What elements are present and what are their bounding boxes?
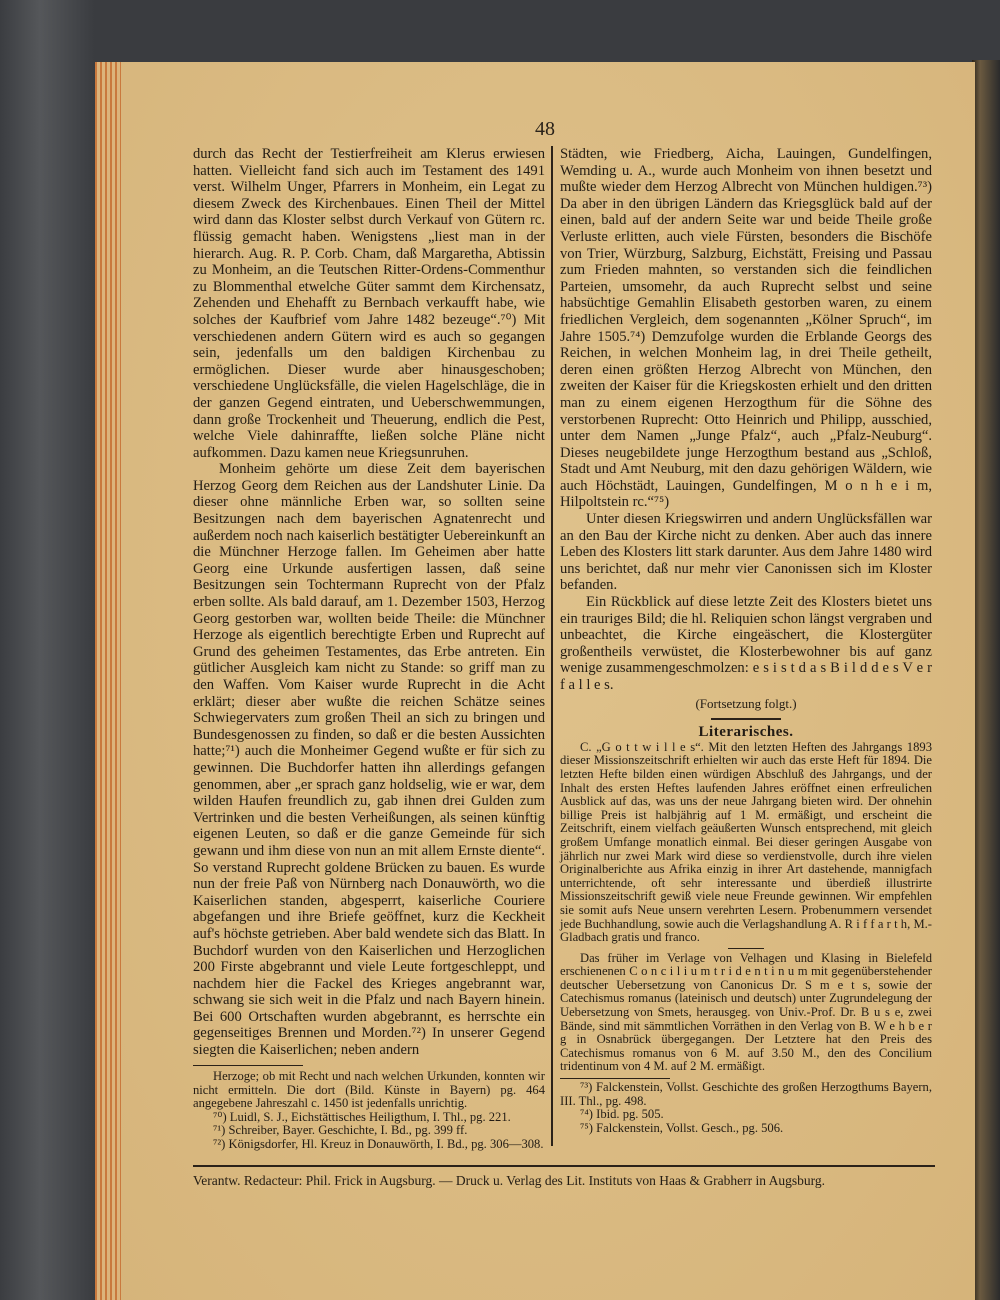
footnote: Herzoge; ob mit Recht und nach welchen Urkunden, konnten wir nicht ermitteln. Die dort (Bild. Künste in Bayern) pg. 464 angegebene Jahreszahl c. 1450 ist jedenfalls unrichtig. (193, 1069, 545, 1111)
footnote: ⁷²) Königsdorfer, Hl. Kreuz in Donauwörth, I. Bd., pg. 306—308. (213, 1136, 544, 1151)
footnote-divider (193, 1065, 303, 1066)
section-divider (711, 718, 781, 720)
paragraph: Unter diesen Kriegswirren und andern Unglücksfällen war an den Bau der Kirche nicht zu denken. Aber auch das innere Leben des Klosters litt stark darunter. Aus dem Jahre 1480 wird uns berichtet, daß nur mehr vier Canonissen sich im Kloster befanden. (560, 511, 932, 594)
footnote: ⁷³) Falckenstein, Vollst. Geschichte des großen Herzogthums Bayern, III. Thl., pg. 498. (560, 1080, 932, 1108)
paragraph: C. „G o t t w i l l e s“. Mit den letzten Heften des Jahrgangs 1893 dieser Missionszeitschrift erhielten wir auch das erste Heft für 1894. Die letzten Hefte bilden einen würdigen Abschluß des Jahrgangs, und der Inhalt des ersten Heftes laufenden Jahres eröffnet einen erfreulichen Ausblick auf das, was uns der neue Jahrgang bieten wird. Der ohnehin billige Preis ist halbjährig auf 1 M. ermäßigt, und erscheint die Zeitschrift, einem vielfach geäußerten Wunsch entsprechend, mit gleich großem Umfange monatlich einmal. Bei dieser geringen Ausgabe von jährlich nur zwei Mark wird diese so verdienstvolle, durch ihre vielen Originalberichte aus Afrika einzig in ihrer Art dastehende, mannigfach unterrichtende, oft sehr interessante und überdieß illustrirte Missionszeitschrift gewiß viele neue Freunde gewinnen. Wir empfehlen sie somit aufs Neue unsern verehrten Lesern. Probenummern versendet jede Buchhandlung, sowie auch die Verlagshandlung A. R i f f a r t h, M.-Gladbach gratis und franco. (560, 739, 932, 945)
left-column-text (193, 146, 545, 1059)
right-column-text (560, 146, 932, 1135)
right-footnotes (560, 1081, 932, 1135)
footnote: ⁷⁴) Ibid. pg. 505. (580, 1107, 664, 1122)
left-footnotes (193, 1070, 545, 1152)
paragraph: durch das Recht der Testierfreiheit am Klerus erwiesen hatten. Vielleicht fand sich auch im Testament des 1491 verst. Wilhelm Unger, Pfarrers in Monheim, ein Legat zu diesem Zweck des Kirchenbaues. Einen Theil der Mittel wird dann das Kloster selbst durch Verkauf von Gütern rc. flüssig gemacht haben. Wenigstens „liest man in der hierarch. Aug. R. P. Corb. Cham, daß Margaretha, Abtissin zu Monheim, an die Teutschen Ritter-Ordens-Commenthur zu Blommenthal etwelche Güter sammt dem Kirchensatz, Zehenden und Ehehafft zu Bernbach verkaufft habe, wie solches der Kaufbrief vom Jahre 1482 bezeuge“.⁷⁰) Mit verschiedenen andern Gütern wird es auch so gegangen sein, jedenfalls um den baldigen Kirchenbau zu ermöglichen. Dieser wurde aber hinausgeschoben; verschiedene Unglücksfälle, die vielen Hagelschläge, die in der ganzen Gegend eintraten, und Ueberschwemmungen, dann große Trockenheit und Theuerung, endlich die Pest, welche Viele dahinraffte, ließen solche Pläne nicht aufkommen. Dazu kamen neue Kriegsunruhen. (193, 146, 545, 461)
page (95, 62, 975, 1300)
footer-rule (193, 1165, 935, 1167)
literature-section (560, 741, 932, 1074)
paragraph: Das früher im Verlage von Velhagen und Klasing in Bielefeld erschienenen C o n c i l i u m t r i d e n t i n u m mit gegenüberstehender deutscher Uebersetzung von Canonicus Dr. S m e t s, sowie der Catechismus romanus (lateinisch und deutsch) unter Zugrundelegung der Uebersetzung von Smets, herausgeg. von Univ.-Prof. Dr. B u s e, zwei Bände, sind mit sämmtlichen Vorräthen in den Verlag von B. W e h b e r g in Osnabrück übergegangen. Der Letztere hat den Preis des Catechismus romanus von 6 M. auf 3.50 M., den des Concilium tridentinum von 4 M. auf 2 M. ermäßigt. (560, 950, 932, 1074)
paragraph: Monheim gehörte um diese Zeit dem bayerischen Herzog Georg dem Reichen aus der Landshuter Linie. Da dieser ohne männliche Erben war, so sollten seine Besitzungen nach dem bayerischen Agnatenrecht und außerdem noch nach kaiserlich bestätigter Uebereinkunft an die Münchner Herzoge fallen. Im Geheimen aber hatte Georg eine Urkunde ausfertigen lassen, daß seine Besitzungen sein Tochtermann Ruprecht von der Pfalz erben sollte. Als bald darauf, am 1. Dezember 1503, Herzog Georg gestorben war, wollten beide Theile: die Münchner Herzoge als eigentlich berechtigte Erben und Ruprecht auf Grund des geheimen Testamentes, das Erbe antreten. Ein gütlicher Ausgleich kam nicht zu Stande: so griff man zu den Waffen. Vom Kaiser wurde Ruprecht in die Acht erklärt; dieser aber wußte die reichen Schätze seines Schwiegervaters zum großen Theil an sich zu bringen und Bundesgenossen zu finden, so daß er die besten Aussichten hatte;⁷¹) auch die Monheimer Gegend wußte er für sich zu gewinnen. Die Buchdorfer hatten ihn allerdings gefangen genommen, aber „er sprach ganz holdselig, wie er war, dem wilden Haufen freundlich zu, gab ihnen drei Gulden zum Vertrinken und die besten Verheißungen, als seinen künftig eigenen Leuten, so daß er die ganze Gemeinde für sich gewann und ihm diese von nun an mit allem Ernste diente“. So verstand Ruprecht goldene Brücken zu bauen. Es wurde nun der freie Paß von Nürnberg nach Donauwörth, wo die Kaiserlichen standen, abgesperrt, kaiserliche Couriere abgefangen und ihre Briefe geöffnet, kurz die Keckheit auf's höchste getrieben. Aber bald wendete sich das Blatt. In Buchdorf wurden von den Kaiserlichen und Herzoglichen 200 Firste abgebrannt und viele Leute fortgeschleppt, und nachdem hier die Fackel des Krieges angebrannt war, schwang sie sich weit in die Pfalz und nach Bayern hinein. Bei 600 Ortschaften wurden abgebrannt, es herrschte ein gegenseitiges Brennen und Morden.⁷²) In unserer Gegend siegten die Kaiserlichen; neben andern (193, 461, 545, 1059)
page-number: 48 (535, 118, 555, 140)
paragraph: Ein Rückblick auf diese letzte Zeit des Klosters bietet uns ein trauriges Bild; die hl. Reliquien schon längst vergraben und unbeachtet, die Kirche eingeäschert, die Klostergüter großentheils verwüstet, die Klosterbewohner bis auf ganz wenige zusammengeschmolzen: e s i s t d a s B i l d d e s V e r f a l l e s. (560, 594, 932, 693)
paragraph: Städten, wie Friedberg, Aicha, Lauingen, Gundelfingen, Wemding u. A., wurde auch Monheim von ihnen besetzt und mußte wieder dem Herzog Albrecht von München huldigen.⁷³) Da aber in den übrigen Ländern das Kriegsglück bald auf der einen, bald auf der andern Seite war und beide Theile große Verluste erlitten, auch viele Fürsten, besonders die Bischöfe von Trier, Würzburg, Salzburg, Eichstätt, Freising und Passau zum Frieden mahnten, so verstanden sich die feindlichen Parteien, umsomehr, da auch Ruprecht selbst und seine habsüchtige Gemahlin Elisabeth gestorben waren, zu einem friedlichen Vergleich, dem sogenannten „Kölner Spruch“, im Jahre 1505.⁷⁴) Demzufolge wurden die Erblande Georgs des Reichen, in welchen Monheim lag, in drei Theile getheilt, deren einen größten Herzog Albrecht von München, den zweiten der Kaiser für die Kriegskosten erhielt und den dritten man zu einem eigenen Herzogthum für die Söhne des verstorbenen Ruprecht: Otto Heinrich und Philipp, ausschied, unter dem Namen „Junge Pfalz“, auch „Pfalz-Neuburg“. Dieses neugebildete junge Herzogthum bestand aus „Schloß, Stadt und Amt Neuburg, mit den dazu gehörigen Wäldern, wie auch Höchstädt, Lauingen, Gundelfingen, M o n h e i m, Hilpoltstein rc.“⁷⁵) (560, 146, 932, 511)
imprint-footer: Verantw. Redacteur: Phil. Frick in Augsburg. — Druck u. Verlag des Lit. Instituts von Haas & Grabherr in Augsburg. (193, 1173, 826, 1188)
page-edge-stripes (95, 62, 121, 1300)
section-heading: Literarisches. (698, 724, 794, 741)
footnote: ⁷⁰) Luidl, S. J., Eichstättisches Heiligthum, I. Thl., pg. 221. (213, 1109, 511, 1124)
footnote: ⁷⁵) Falckenstein, Vollst. Gesch., pg. 506. (580, 1120, 784, 1135)
column-divider (551, 146, 553, 1146)
continuation-note: (Fortsetzung folgt.) (695, 695, 797, 711)
divider (728, 948, 764, 949)
footnote-divider (560, 1078, 670, 1079)
footnote: ⁷¹) Schreiber, Bayer. Geschichte, I. Bd., pg. 399 ff. (213, 1123, 468, 1138)
page-edge (972, 60, 1000, 1300)
